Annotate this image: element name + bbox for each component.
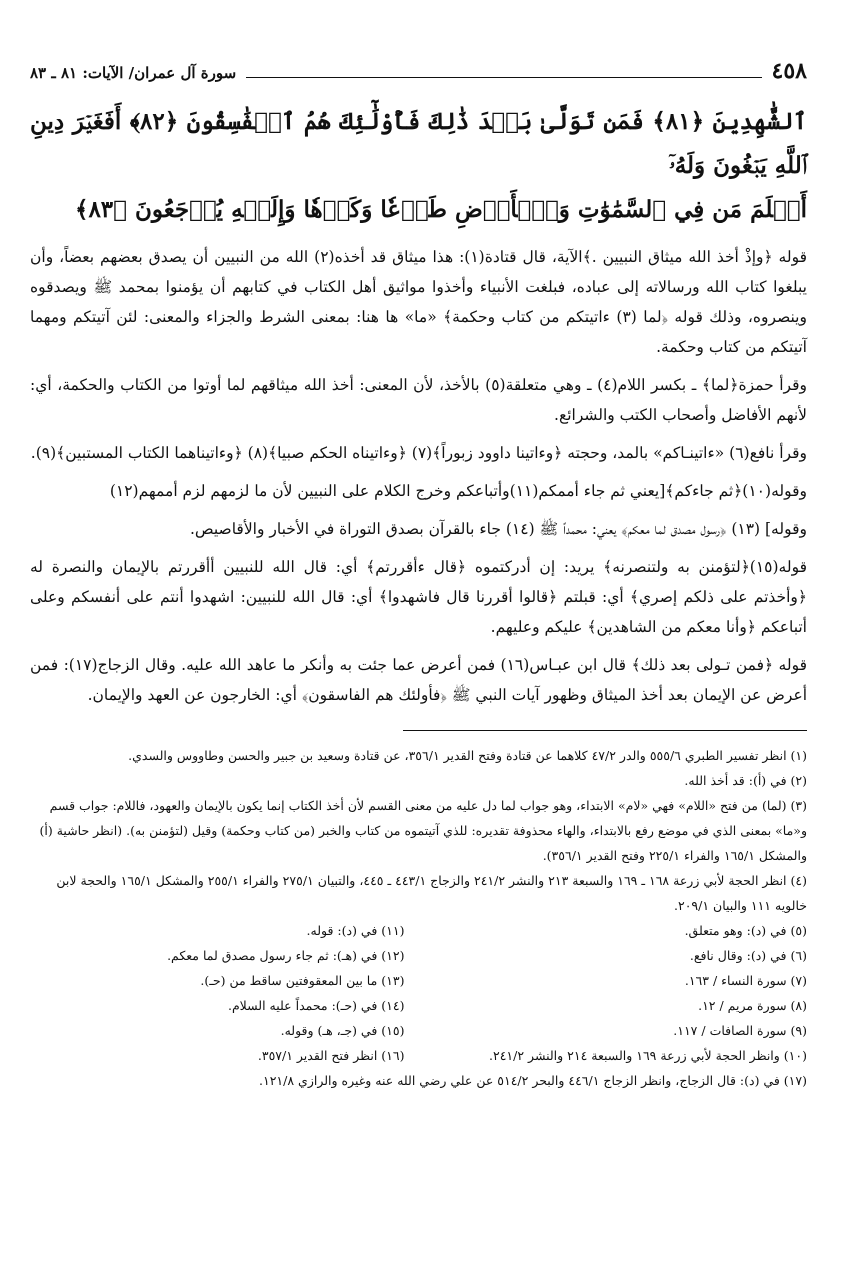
- quran-line-2: أَسۡلَمَ مَن فِي ٱلسَّمَٰوَٰتِ وَٱلۡأَرۡضِ طَوۡعٗا وَكَرۡهٗا وَإِلَيۡهِ يُرۡجَعُونَ ﴿٨٣﴾: [74, 196, 807, 223]
- footnote-14: (١٤) في (حـ): محمداً عليه السلام.: [227, 998, 405, 1013]
- footnote-3: (٣) (لما) من فتح «اللام» فهي «لام» الابتداء، وهو جواب لما دل عليه من معنى القسم لأن أخذ الكتاب إنما يكون بالإيمان والعهود، فاللام: جواب قسم و«ما» بمعنى الذي في موضع رفع بالابتداء، والهاء محذوفة تقديره: للذي آتيتموه من كتاب والخبر (من كتاب وحكمة) وقيل (لتؤمنن به). (انظر حاشية (أ) والمشكل ١٦٥/١ والفراء ٢٢٥/١ وفتح القدير ٣٥٦/١).: [39, 798, 807, 863]
- footnote-4: (٤) انظر الحجة لأبي زرعة ١٦٨ ـ ١٦٩ والسبعة ٢١٣ والنشر ٢٤١/٢ والزجاج ٤٤٣/١ ـ ٤٤٥، والتبيان ٢٧٥/١ والفراء ٢٥٥/١ والمشكل ١٦٥/١ والحجة لابن خالويه ١١١ والبيان ٢٠٩/١.: [56, 873, 807, 913]
- footnote-17: (١٧) في (د): قال الزجاج، وانظر الزجاج ٤٤٦/١ والبحر ٥١٤/٢ عن علي رضي الله عنه وغيره والرازي ١٢١/٨.: [259, 1073, 807, 1088]
- footnotes: [30, 743, 807, 1093]
- footnote-6: (٦) في (د): وقال نافع.: [689, 948, 807, 963]
- commentary-body: [30, 242, 807, 710]
- footnote-9: (٩) سورة الصافات / ١١٧.: [673, 1023, 807, 1038]
- paragraph-2: وقرأ حمزة﴿لما﴾ ـ بكسر اللام(٤) ـ وهي متعلقة(٥) بالأخذ، لأن المعنى: أخذ الله ميثاقهم لما أوتوا من الكتاب والحكمة، أي: لأنهم الأفاضل وأصحاب الكتب والشرائع.: [30, 376, 808, 424]
- footnote-7: (٧) سورة النساء / ١٦٣.: [684, 973, 807, 988]
- footnote-divider: [403, 730, 807, 731]
- paragraph-5: وقوله] (١٣) ﴿رسول مصدق لما معكم﴾ يعني: محمداً ﷺ (١٤) جاء بالقرآن بصدق التوراة في الأخبار والأقاصيص.: [189, 520, 807, 538]
- page-header: [30, 58, 807, 86]
- footnotes-two-column: [30, 918, 807, 1068]
- quran-verses: [30, 100, 807, 232]
- page-number: ٤٥٨: [771, 58, 807, 84]
- paragraph-1: قوله ﴿وإذْ أخذ الله ميثاق النبيين .﴾الآية، قال قتادة(١): هذا ميثاق قد أخذه(٢) الله من النبيين أن يصدق بعضهم بعضاً، وأن يبلغوا كتاب الله ورسالاته إلى عباده، فبلغت الأنبياء وأخذوا مواثيق أهل الكتاب في كتابهم أن يؤمنوا بمحمد ﷺ ويصدقوه وينصروه، وذلك قوله ﴿لما (٣) ءاتيتكم من كتاب وحكمة﴾ «ما» ها هنا: بمعنى الشرط والجزاء والمعنى: لئن آتيتكم ومهما آتيتكم من كتاب وحكمة.: [30, 248, 807, 356]
- footnote-10: (١٠) وانظر الحجة لأبي زرعة ١٦٩ والسبعة ٢١٤ والنشر ٢٤١/٢.: [489, 1048, 807, 1063]
- quran-line-1: ٱلشَّٰهِدِينَ ﴿٨١﴾ فَمَن تَوَلَّىٰ بَعۡدَ ذَٰلِكَ فَأُوْلَٰٓئِكَ هُمُ ٱلۡفَٰسِقُونَ ﴿٨٢﴾ أَفَغَيۡرَ دِينِ ٱللَّهِ يَبۡغُونَ وَلَهُۥٓ: [30, 108, 807, 179]
- surah-title: سورة آل عمران/ الآيات: ٨١ ـ ٨٣: [30, 64, 237, 82]
- paragraph-6: قوله(١٥)﴿لتؤمنن به ولتنصرنه﴾ يريد: إن أدركتموه ﴿قال ءأقررتم﴾ أي: قال الله للنبيين أأقررتم بالإيمان والنصرة له ﴿وأخذتم على ذلكم إصري﴾ أي: قبلتم ﴿قالوا أقررنا قال فاشهدوا﴾ أي: قال الله للنبيين: اشهدوا أنتم على أنفسكم وعلى أتباعكم ﴿وأنا معكم من الشاهدين﴾ عليكم وعليهم.: [30, 558, 807, 636]
- footnote-12: (١٢) في (هـ): ثم جاء رسول مصدق لما معكم.: [167, 948, 405, 963]
- paragraph-3: وقرأ نافع(٦) «ءاتينـاكم» بالمد، وحجته ﴿وءاتينا داوود زبوراً﴾(٧) ﴿وءاتيناه الحكم صبيا﴾(٨) ﴿وءاتيناهما الكتاب المستبين﴾(٩).: [30, 444, 807, 462]
- footnote-1: (١) انظر تفسير الطبري ٥٥٥/٦ والدر ٤٧/٢ كلاهما عن قتادة وفتح القدير ٣٥٦/١، عن قتادة وسعيد بن جبير والحسن وطاووس والسدي.: [128, 748, 807, 763]
- footnote-2: (٢) في (أ): قد أخذ الله.: [684, 773, 807, 788]
- footnote-5: (٥) في (د): وهو متعلق.: [684, 923, 807, 938]
- footnote-13: (١٣) ما بين المعقوفتين ساقط من (حـ).: [200, 973, 405, 988]
- footnote-16: (١٦) انظر فتح القدير ٣٥٧/١.: [257, 1048, 405, 1063]
- paragraph-7: قوله ﴿فمن تـولى بعد ذلك﴾ قال ابن عبـاس(١٦) فمن أعرض عما جئت به وأنكر ما عاهد الله عليه. وقال الزجاج(١٧): فمن أعرض عن الإيمان بعد أخذ الميثاق وظهور آيات النبي ﷺ ﴿فأولئك هم الفاسقون﴾ أي: الخارجون عن العهد والإيمان.: [30, 656, 807, 704]
- footnote-15: (١٥) في (جـ، هـ) وقوله.: [280, 1023, 405, 1038]
- footnote-11: (١١) في (د): قوله.: [306, 923, 405, 938]
- footnote-8: (٨) سورة مريم / ١٢.: [698, 998, 807, 1013]
- paragraph-4: وقوله(١٠)﴿ثم جاءكم﴾[يعني ثم جاء أممكم(١١)وأتباعكم وخرج الكلام على النبيين لأن ما لزمهم لزم أممهم(١٢): [109, 482, 807, 500]
- header-rule: [246, 77, 761, 78]
